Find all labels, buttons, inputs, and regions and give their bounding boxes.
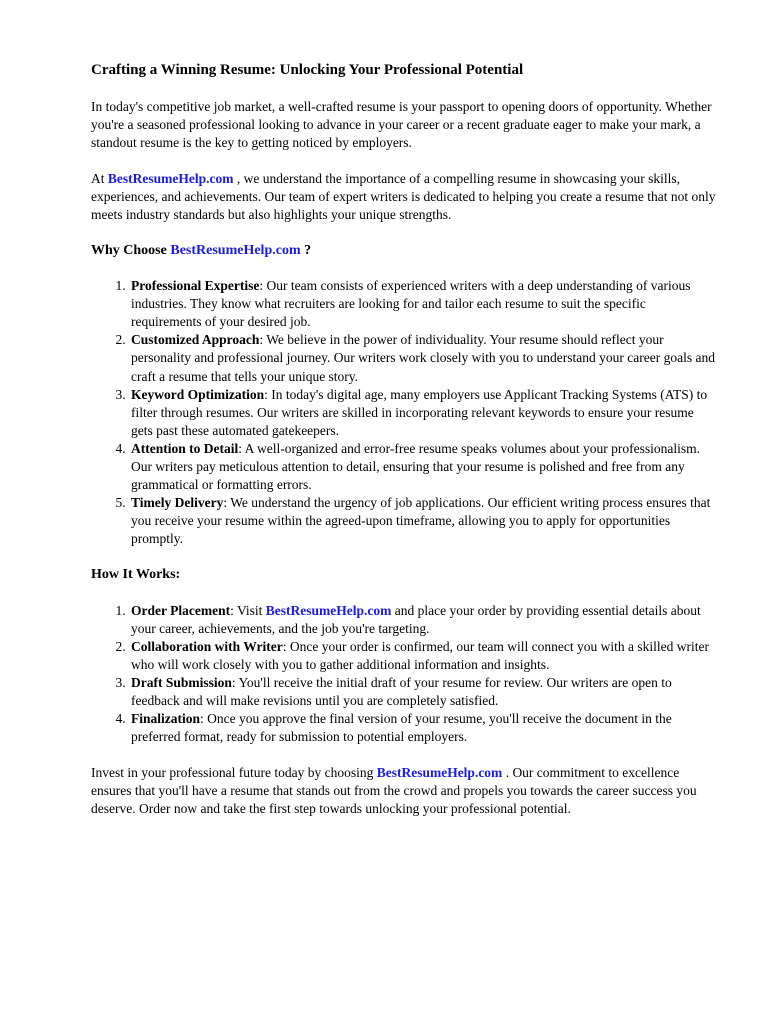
paragraph-text: , we understand the importance of a compelling resume in showcasing your skills, experiences, and achievements. Our team of expert writers is dedicated to helping you create a resume that not only meets industry standards but also highlights your unique strengths.	[91, 170, 716, 222]
document-title: Crafting a Winning Resume: Unlocking Your Professional Potential	[91, 62, 524, 78]
heading-text: Why Choose	[91, 242, 171, 258]
list-item	[129, 494, 718, 548]
list-item-text: : Our team consists of experienced writers with a deep understanding of various industries. They know what recruiters are looking for and tailor each resume to suit the specific requirements of your desired job.	[131, 278, 691, 330]
paragraph-text: Invest in your professional future today by choosing	[91, 765, 377, 781]
list-item-text: : We believe in the power of individuality. Your resume should reflect your personality and professional journey. Our writers work closely with you to understand your career goals and craft a resume that tells your unique story.	[131, 332, 715, 384]
list-item-text: : A well-organized and error-free resume speaks volumes about your professionalism. Our writers pay meticulous attention to detail, ensuring that your resume is polished and free from any grammatical or formatting errors.	[131, 440, 700, 493]
list-item-text: : Once your order is confirmed, our team will connect you with a skilled writer who will work closely with you to gather additional information and insights.	[131, 638, 710, 672]
paragraph-text: At	[91, 170, 108, 186]
how-it-works-list	[91, 602, 718, 747]
list-item-text: : We understand the urgency of job applications. Our efficient writing process ensures that you receive your resume within the agreed-upon timeframe, allowing you to apply for opportunities promptly.	[131, 495, 711, 547]
list-item-term: Keyword Optimization	[131, 386, 265, 402]
bestresumehelp-link[interactable]: BestResumeHelp.com	[170, 242, 301, 258]
bestresumehelp-link[interactable]: BestResumeHelp.com	[265, 602, 392, 618]
how-it-works-heading: How It Works:	[91, 567, 181, 583]
list-item-text: : In today's digital age, many employers use Applicant Tracking Systems (ATS) to filter through resumes. Our writers are skilled in incorporating relevant keywords to ensure your resume gets past these automated gatekeepers.	[131, 386, 708, 438]
list-item-term: Collaboration with Writer	[131, 638, 283, 654]
list-item-term: Timely Delivery	[131, 495, 224, 511]
list-item	[129, 440, 718, 494]
list-item	[129, 638, 718, 674]
heading-text: ?	[300, 242, 312, 258]
bestresumehelp-link[interactable]: BestResumeHelp.com	[107, 170, 234, 186]
bestresumehelp-link[interactable]: BestResumeHelp.com	[376, 765, 503, 781]
list-item-term: Order Placement	[131, 602, 231, 618]
list-item-term: Finalization	[131, 710, 201, 726]
list-item-term: Attention to Detail	[131, 440, 239, 456]
list-item-text: : Visit	[230, 602, 266, 618]
list-item-term: Draft Submission	[131, 674, 232, 690]
intro-paragraph-1: In today's competitive job market, a well-crafted resume is your passport to opening doors of opportunity. Whether you're a seasoned professional looking to advance in your career or a recent graduate eager to make your mark, a standout resume is the key to getting noticed by employers.	[91, 98, 712, 150]
list-item	[129, 331, 718, 385]
list-item	[129, 602, 718, 638]
why-choose-list	[91, 277, 718, 548]
list-item	[129, 674, 718, 710]
list-item-text: : You'll receive the initial draft of your resume for review. Our writers are open to feedback and will make revisions until you are completely satisfied.	[131, 674, 672, 708]
why-choose-heading	[91, 242, 718, 260]
list-item	[129, 386, 718, 440]
closing-paragraph	[91, 764, 718, 818]
paragraph-text: . Our commitment to excellence ensures that you'll have a resume that stands out from the crowd and propels you towards the career success you deserve. Order now and take the first step towards unlocking your professional potential.	[91, 765, 697, 817]
list-item	[129, 277, 718, 331]
list-item-text: : Once you approve the final version of your resume, you'll receive the document in the preferred format, ready for submission to potential employers.	[131, 710, 672, 745]
list-item-term: Professional Expertise	[131, 278, 260, 294]
list-item-text: and place your order by providing essential details about your career, achievements, and the job you're targeting.	[131, 602, 701, 636]
list-item-term: Customized Approach	[131, 332, 260, 348]
list-item	[129, 710, 718, 746]
intro-paragraph-2	[91, 170, 718, 224]
